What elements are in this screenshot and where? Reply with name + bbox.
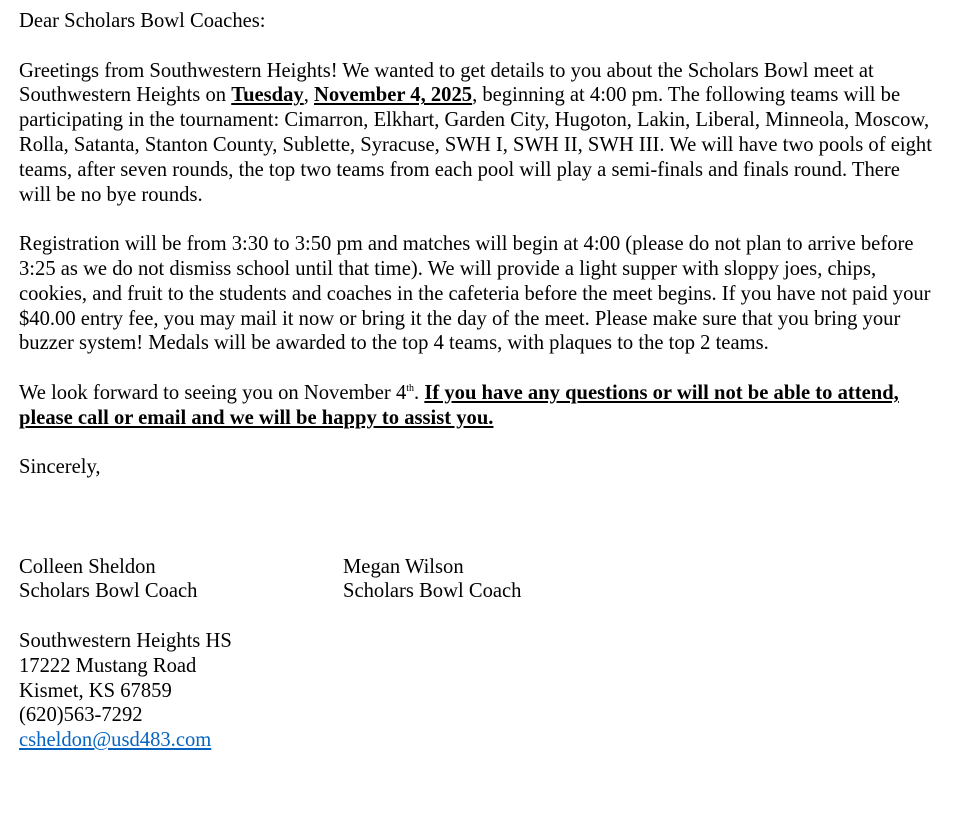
details-comma: , xyxy=(303,84,315,107)
spacer xyxy=(19,34,934,59)
paragraph-details xyxy=(19,59,934,208)
closing-note-intro: We look forward to seeing you on November 4 xyxy=(19,381,407,404)
meet-date: November 4, 2025 xyxy=(314,84,473,107)
address-block xyxy=(19,629,934,753)
signer-name: Megan Wilson xyxy=(343,555,464,578)
spacer xyxy=(19,356,934,381)
signer-title: Scholars Bowl Coach xyxy=(343,580,522,603)
closing-note-after: . xyxy=(414,381,425,404)
details-rest: , beginning at 4:00 pm. The following teams will be participating in the tournament: Cimarron, Elkhart, Garden City, Hugoton, Lakin, Liberal, Minneola, Moscow, Rolla, Satanta, Stanton County, Sublette, Syracuse, SWH I, SWH II, SWH III. We will have two pools of eight teams, after seven rounds, the top two teams from each pool will play a semi-finals and finals round. There will be no bye rounds. xyxy=(19,84,932,206)
signer-title: Scholars Bowl Coach xyxy=(19,580,198,603)
contact-emphasis: If you have any questions or will not be able to attend, please call or email and we will be happy to assist you. xyxy=(19,381,899,429)
signer-name: Colleen Sheldon xyxy=(19,555,156,578)
salutation: Dear Scholars Bowl Coaches: xyxy=(19,10,266,32)
signer-2 xyxy=(343,555,743,605)
paragraph-registration: Registration will be from 3:30 to 3:50 pm and matches will begin at 4:00 (please do not plan to arrive before 3:25 as we do not dismiss school until that time). We will provide a light supper with sloppy joes, chips, cookies, and fruit to the students and coaches in the cafeteria before the meet begins. If you have not paid your $40.00 entry fee, you may mail it now or bring it the day of the meet. Please make sure that you bring your buzzer system! Medals will be awarded to the top 4 teams, with plaques to the top 2 teams. xyxy=(19,233,931,355)
phone-number: (620)563-7292 xyxy=(19,704,143,727)
signature-block xyxy=(19,555,934,605)
spacer xyxy=(19,431,934,456)
city-state-zip: Kismet, KS 67859 xyxy=(19,679,172,702)
spacer xyxy=(19,207,934,232)
school-name: Southwestern Heights HS xyxy=(19,629,232,652)
signer-1 xyxy=(19,555,343,605)
paragraph-closing-note xyxy=(19,381,934,431)
spacer xyxy=(19,530,934,555)
meet-day: Tuesday xyxy=(231,84,304,107)
street-address: 17222 Mustang Road xyxy=(19,654,197,677)
letter xyxy=(19,9,934,753)
date-superscript: th xyxy=(406,383,415,395)
closing: Sincerely, xyxy=(19,456,101,479)
spacer xyxy=(19,604,934,629)
details-intro: Greetings from Southwestern Heights! We wanted to get details to you about the Scholars Bowl meet at Southwestern Heights on xyxy=(19,59,874,107)
spacer xyxy=(19,505,934,530)
email-link[interactable]: csheldon@usd483.com xyxy=(19,729,212,752)
spacer xyxy=(19,480,934,505)
